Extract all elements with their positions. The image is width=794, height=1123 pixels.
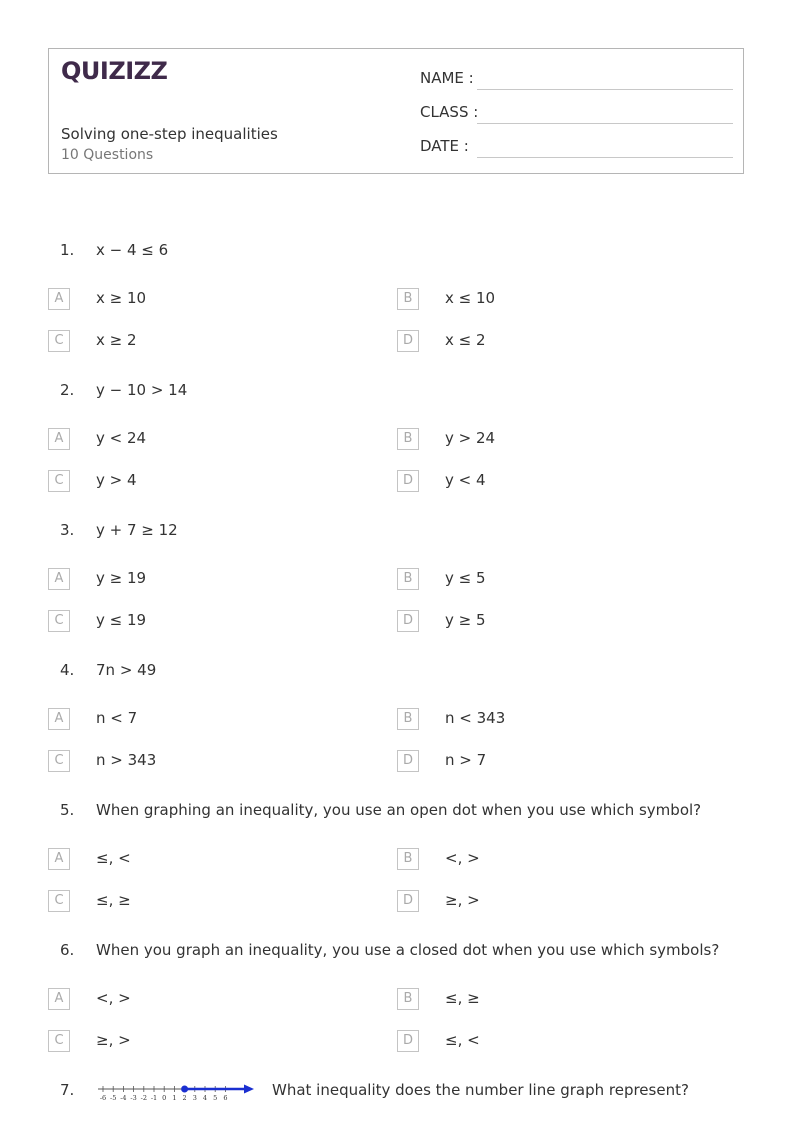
question-text: 7n > 49 xyxy=(96,661,157,679)
option-a-text: <, > xyxy=(96,989,131,1007)
option-d-text: ≤, < xyxy=(445,1031,480,1049)
tick-label: 3 xyxy=(192,1094,197,1102)
tick-label: 5 xyxy=(213,1094,218,1102)
date-line[interactable] xyxy=(477,157,733,158)
question-7 xyxy=(0,1081,794,1105)
option-a-box[interactable]: A xyxy=(48,568,70,590)
option-d-text: y < 4 xyxy=(445,471,486,489)
option-c-text: ≤, ≥ xyxy=(96,891,131,909)
question-text: When you graph an inequality, you use a closed dot when you use which symbols? xyxy=(96,941,720,959)
option-b-box[interactable]: B xyxy=(397,988,419,1010)
worksheet-title: Solving one-step inequalities xyxy=(61,125,278,143)
option-b-text: n < 343 xyxy=(445,709,506,727)
option-c-box[interactable]: C xyxy=(48,610,70,632)
option-c-box[interactable]: C xyxy=(48,1030,70,1052)
tick-label: -2 xyxy=(140,1094,147,1102)
option-a-box[interactable]: A xyxy=(48,848,70,870)
name-label: NAME : xyxy=(420,69,474,87)
tick-label: -6 xyxy=(99,1094,107,1102)
date-label: DATE : xyxy=(420,137,469,155)
option-c-box[interactable]: C xyxy=(48,890,70,912)
option-a-box[interactable]: A xyxy=(48,428,70,450)
option-d-text: x ≤ 2 xyxy=(445,331,486,349)
option-b-box[interactable]: B xyxy=(397,568,419,590)
option-a-text: x ≥ 10 xyxy=(96,289,147,307)
tick-label: 0 xyxy=(162,1094,167,1102)
option-c-text: y > 4 xyxy=(96,471,137,489)
tick-label: 6 xyxy=(223,1094,228,1102)
option-c-box[interactable]: C xyxy=(48,750,70,772)
option-b-text: y ≤ 5 xyxy=(445,569,486,587)
option-b-box[interactable]: B xyxy=(397,848,419,870)
option-b-box[interactable]: B xyxy=(397,428,419,450)
option-a-box[interactable]: A xyxy=(48,988,70,1010)
question-number: 7. xyxy=(60,1081,75,1099)
option-c-text: y ≤ 19 xyxy=(96,611,147,629)
name-line[interactable] xyxy=(477,89,733,90)
option-b-box[interactable]: B xyxy=(397,708,419,730)
class-label: CLASS : xyxy=(420,103,479,121)
quizizz-logo: QUIZIZZ xyxy=(61,57,168,85)
option-d-box[interactable]: D xyxy=(397,750,419,772)
question-number: 4. xyxy=(60,661,75,679)
number-line-graph xyxy=(96,1081,258,1105)
option-d-text: n > 7 xyxy=(445,751,487,769)
question-text: x − 4 ≤ 6 xyxy=(96,241,169,259)
option-a-text: n < 7 xyxy=(96,709,138,727)
tick-label: 2 xyxy=(182,1094,187,1102)
option-b-text: y > 24 xyxy=(445,429,496,447)
question-text: y − 10 > 14 xyxy=(96,381,188,399)
option-c-text: ≥, > xyxy=(96,1031,131,1049)
question-text: What inequality does the number line graph represent? xyxy=(272,1081,689,1099)
option-a-text: ≤, < xyxy=(96,849,131,867)
question-number: 5. xyxy=(60,801,75,819)
option-a-box[interactable]: A xyxy=(48,708,70,730)
option-d-box[interactable]: D xyxy=(397,470,419,492)
option-a-text: y < 24 xyxy=(96,429,147,447)
worksheet-header xyxy=(48,48,744,174)
question-number: 2. xyxy=(60,381,75,399)
tick-label: -4 xyxy=(120,1094,127,1102)
question-number: 1. xyxy=(60,241,75,259)
option-d-text: ≥, > xyxy=(445,891,480,909)
option-c-text: n > 343 xyxy=(96,751,157,769)
option-d-box[interactable]: D xyxy=(397,1030,419,1052)
option-d-box[interactable]: D xyxy=(397,610,419,632)
option-a-text: y ≥ 19 xyxy=(96,569,147,587)
question-text: When graphing an inequality, you use an open dot when you use which symbol? xyxy=(96,801,702,819)
option-b-text: ≤, ≥ xyxy=(445,989,480,1007)
tick-label: 1 xyxy=(172,1094,177,1102)
option-b-box[interactable]: B xyxy=(397,288,419,310)
option-a-box[interactable]: A xyxy=(48,288,70,310)
question-text: y + 7 ≥ 12 xyxy=(96,521,178,539)
option-c-text: x ≥ 2 xyxy=(96,331,137,349)
tick-label: 4 xyxy=(202,1094,208,1102)
question-number: 3. xyxy=(60,521,75,539)
option-d-text: y ≥ 5 xyxy=(445,611,486,629)
arrow-head-icon xyxy=(244,1085,254,1094)
tick-label: -5 xyxy=(110,1094,117,1102)
closed-dot xyxy=(181,1086,188,1093)
tick-label: -1 xyxy=(150,1094,158,1102)
option-c-box[interactable]: C xyxy=(48,330,70,352)
question-number: 6. xyxy=(60,941,75,959)
option-d-box[interactable]: D xyxy=(397,330,419,352)
class-line[interactable] xyxy=(477,123,733,124)
option-d-box[interactable]: D xyxy=(397,890,419,912)
option-b-text: <, > xyxy=(445,849,480,867)
question-count: 10 Questions xyxy=(61,147,154,163)
tick-label: -3 xyxy=(130,1094,137,1102)
option-c-box[interactable]: C xyxy=(48,470,70,492)
option-b-text: x ≤ 10 xyxy=(445,289,496,307)
